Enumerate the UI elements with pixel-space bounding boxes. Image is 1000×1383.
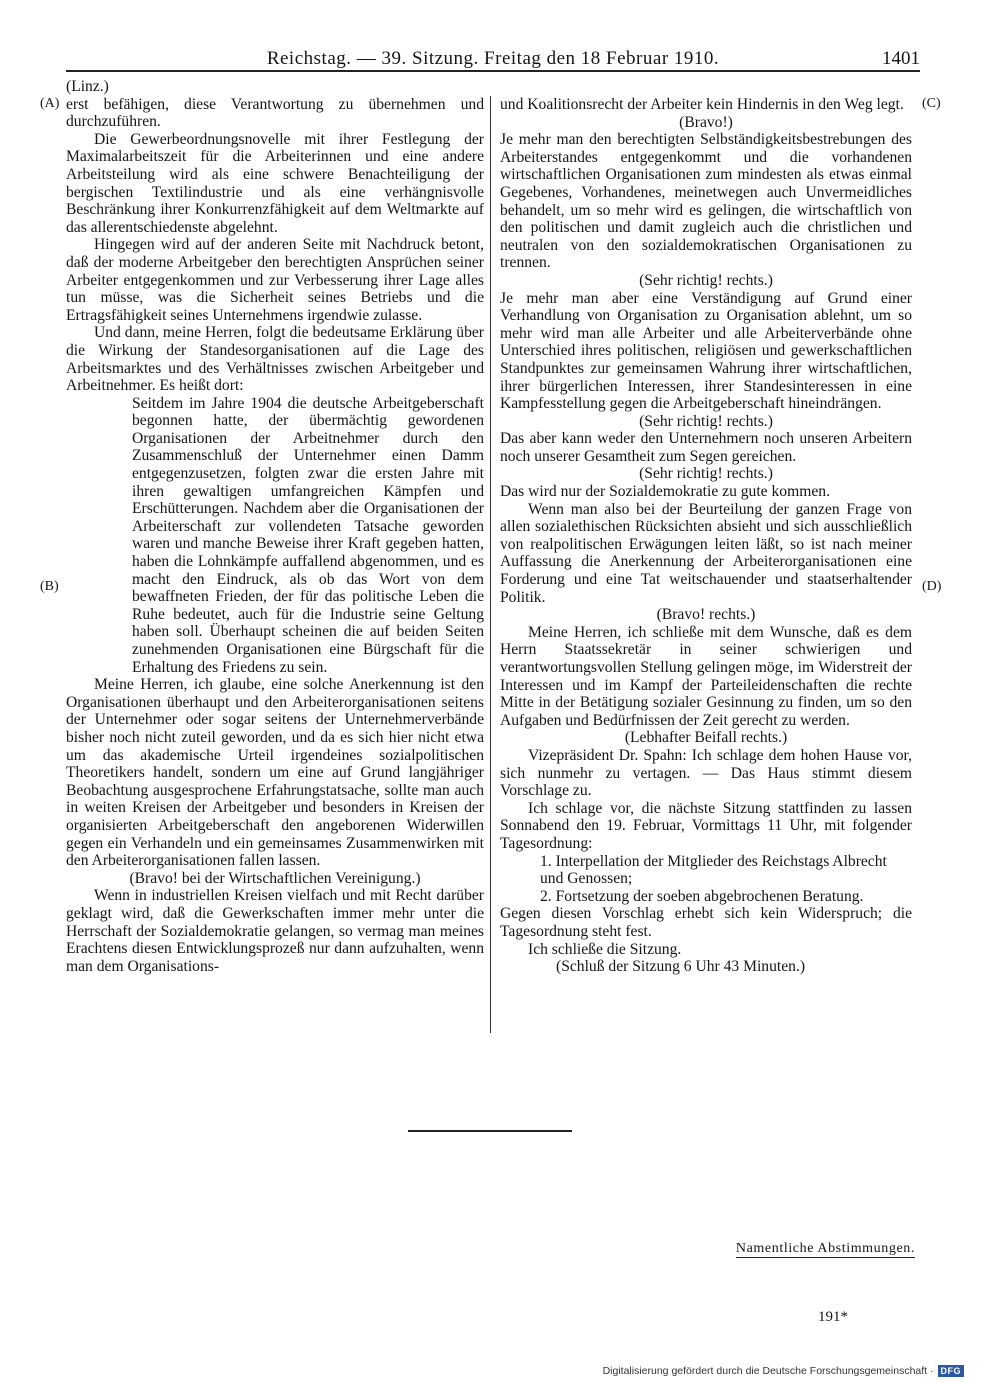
paragraph: Seitdem im Jahre 1904 die deutsche Arbeitgeberschaft begonnen hatte, der übermächtig gewordenen Organisationen der Arbeitnehmer durch den Zusammenschluß der Unternehmer einen Damm entgegenzusetzen, folgten zwar die ersten Jahre mit ihren gewaltigen umfangreichen Kämpfen und Erschütterungen. Nachdem aber die Organisationen der Arbeiterschaft zur vollendeten Tatsache geworden waren und manche Beweise ihrer Kraft gegeben hatten, haben die Lohnkämpfe auffallend abgenommen, und es macht den Eindruck, als ob das Wort von dem bewaffneten Frieden, der für das politische Leben die Ruhe bedeutet, auch für die Industrie seine Geltung haben soll. Überhaupt scheinen die auf beiden Seiten zunehmenden Organisationen eine Bürgschaft für die Erhaltung des Friedens zu sein.	[132, 394, 484, 676]
header-title: Reichstag. — 39. Sitzung. Freitag den 18 Februar 1910.	[266, 48, 720, 69]
paragraph: Die Gewerbeordnungsnovelle mit ihrer Festlegung der Maximalarbeitszeit für die Arbeiterinnen und eine andere Arbeitsteilung wird als eine schwere Benachteiligung der bergischen Textilindustrie und als eine verhängnisvolle Beschränkung ihrer Konkurrenzfähigkeit auf dem Weltmarkte auf das allerentschiedenste abgelehnt.	[66, 130, 484, 236]
paragraph: Je mehr man aber eine Verständigung auf Grund einer Verhandlung von Organisation zu Organisation ablehnt, um so mehr wird man alle Arbeiter und alle Arbeiterverbände ohne Unterschied ihres politischen, religiösen und gewerkschaftlichen Standpunktes zur gemeinsamen Wahrung ihrer wirtschaftlichen, ihrer bürgerlichen Interessen, ihrer Standesinteressen in eine Kampfesstellung gegen die Arbeitgeberschaft hineindrängen.	[500, 289, 912, 413]
right-column	[500, 96, 912, 976]
paragraph: Ich schlage vor, die nächste Sitzung stattfinden zu lassen Sonnabend den 19. Februar, Vormittags 11 Uhr, mit folgender Tagesordnung:	[500, 799, 912, 852]
margin-mark-c: (C)	[922, 96, 941, 111]
signature-mark: 191*	[818, 1309, 848, 1325]
digitization-credit	[603, 1365, 964, 1377]
interjection: (Schluß der Sitzung 6 Uhr 43 Minuten.)	[556, 958, 806, 976]
margin-mark-a: (A)	[40, 96, 60, 111]
interjection: (Lebhafter Beifall rechts.)	[624, 729, 788, 747]
paragraph: Gegen diesen Vorschlag erhebt sich kein Widerspruch; die Tagesordnung steht fest.	[500, 905, 912, 940]
section-separator	[408, 1130, 572, 1132]
interjection: (Sehr richtig! rechts.)	[639, 465, 773, 483]
paragraph: Ich schließe die Sitzung.	[528, 940, 682, 958]
paragraph: Wenn in industriellen Kreisen vielfach und mit Recht darüber geklagt wird, daß die Gewerkschaften immer mehr unter die Herrschaft der Sozialdemokratie gelangen, so vermag man meines Erachtens diesen Entwicklungsprozeß nur dann aufzuhalten, wenn man dem Organisations-	[66, 887, 484, 975]
header-rule	[66, 70, 920, 72]
interjection: (Bravo! rechts.)	[656, 606, 756, 624]
interjection: (Sehr richtig! rechts.)	[639, 412, 773, 430]
paragraph: Und dann, meine Herren, folgt die bedeutsame Erklärung über die Wirkung der Standesorganisationen auf die Lage des Arbeitsmarktes und des Verhältnisses zwischen Arbeitgeber und Arbeitnehmer. Es heißt dort:	[66, 324, 484, 395]
paragraph: (Linz.)	[66, 78, 109, 95]
margin-mark-b: (B)	[40, 579, 59, 594]
paragraph: 1. Interpellation der Mitglieder des Reichstags Albrecht und Genossen;	[540, 852, 887, 888]
paragraph: Vizepräsident Dr. Spahn: Ich schlage dem hohen Hause vor, sich nunmehr zu vertagen. — Das Haus stimmt diesem Vorschlage zu.	[500, 746, 912, 800]
interjection: (Bravo! bei der Wirtschaftlichen Vereinigung.)	[129, 869, 421, 887]
paragraph: Meine Herren, ich glaube, eine solche Anerkennung ist den Organisationen überhaupt und den Arbeiterorganisationen seitens der Unternehmer oder sogar seitens der Unternehmerverbände bisher noch nicht zuteil geworden, und da es sich hier nicht etwa um das akademische Urteil irgendeines sozialpolitischen Theoretikers handelt, sondern um eine auf Grund langjähriger Beobachtung ausgesprochene Erfahrungstatsache, sollte man auch in weiten Kreisen der Arbeitgeber und besonders in Kreisen der organisierten Arbeitgeberschaft den angeborenen Widerwillen gegen ein Verhandeln und ein gemeinsames Zusammenwirken mit den Arbeiterorganisationen fallen lassen.	[66, 676, 484, 870]
page-header	[66, 48, 920, 72]
section-heading-text: Namentliche Abstimmungen.	[735, 1241, 915, 1256]
paragraph: 2. Fortsetzung der soeben abgebrochenen Beratung.	[540, 887, 864, 905]
paragraph: Je mehr man den berechtigten Selbständigkeitsbestrebungen des Arbeiterstandes entgegenkommt und die vorhandenen wirtschaftlichen Organisationen zum mindesten als etwas einmal Gegebenes, Vorhandenes, meinetwegen auch Unvermeidliches behandelt, um so mehr wird es gelingen, die wirtschaftlich von den politischen und damit zugleich auch die christlichen und neutralen von den sozialdemokratischen Organisationen zu trennen.	[500, 131, 912, 272]
section-heading	[700, 1241, 915, 1257]
paragraph: Das aber kann weder den Unternehmern noch unseren Arbeitern noch unserer Gesamtheit zum Segen gereichen.	[500, 430, 912, 465]
interjection: (Sehr richtig! rechts.)	[639, 271, 773, 289]
paragraph: Wenn man also bei der Beurteilung der ganzen Frage von allen sozialethischen Rücksichten absieht und sich ausschließlich von realpolitischen Erwägungen leiten läßt, so ist nach meiner Auffassung die Anerkennung der Arbeiterorganisationen eine Forderung und eine Tat weitschauender und staatserhaltender Politik.	[500, 500, 912, 606]
credit-text: Digitalisierung gefördert durch die Deutsche Forschungsgemeinschaft ·	[602, 1365, 934, 1377]
margin-mark-d: (D)	[922, 579, 942, 594]
interjection: (Bravo!)	[679, 113, 733, 131]
paragraph: und Koalitionsrecht der Arbeiter kein Hindernis in den Weg legt.	[500, 96, 904, 113]
column-divider	[490, 96, 491, 1033]
paragraph: Hingegen wird auf der anderen Seite mit Nachdruck betont, daß der moderne Arbeitgeber den berechtigten Ansprüchen seiner Arbeiter entgegenkommen und zur Verbesserung ihrer Lage alles tun müsse, was die Sicherheit seines Betriebs und die Ertragsfähigkeit seines Unternehmens irgendwie zulasse.	[66, 236, 484, 324]
left-column	[66, 78, 484, 975]
paragraph: erst befähigen, diese Verantwortung zu übernehmen und durchzuführen.	[66, 95, 484, 131]
page-number: 1401	[882, 48, 920, 69]
dfg-logo-icon: DFG	[938, 1365, 965, 1377]
paragraph: Meine Herren, ich schließe mit dem Wunsche, daß es dem Herrn Staatssekretär in seiner schwierigen und verantwortungsvollen Stellung gelingen möge, im Widerstreit der Interessen und im Kampf der Parteileidenschaften die rechte Mitte in der Betätigung sozialer Gesinnung zu finden, um so den Aufgaben und Bedürfnissen der Zeit gerecht zu werden.	[500, 623, 912, 729]
paragraph: Das wird nur der Sozialdemokratie zu gute kommen.	[500, 483, 830, 501]
